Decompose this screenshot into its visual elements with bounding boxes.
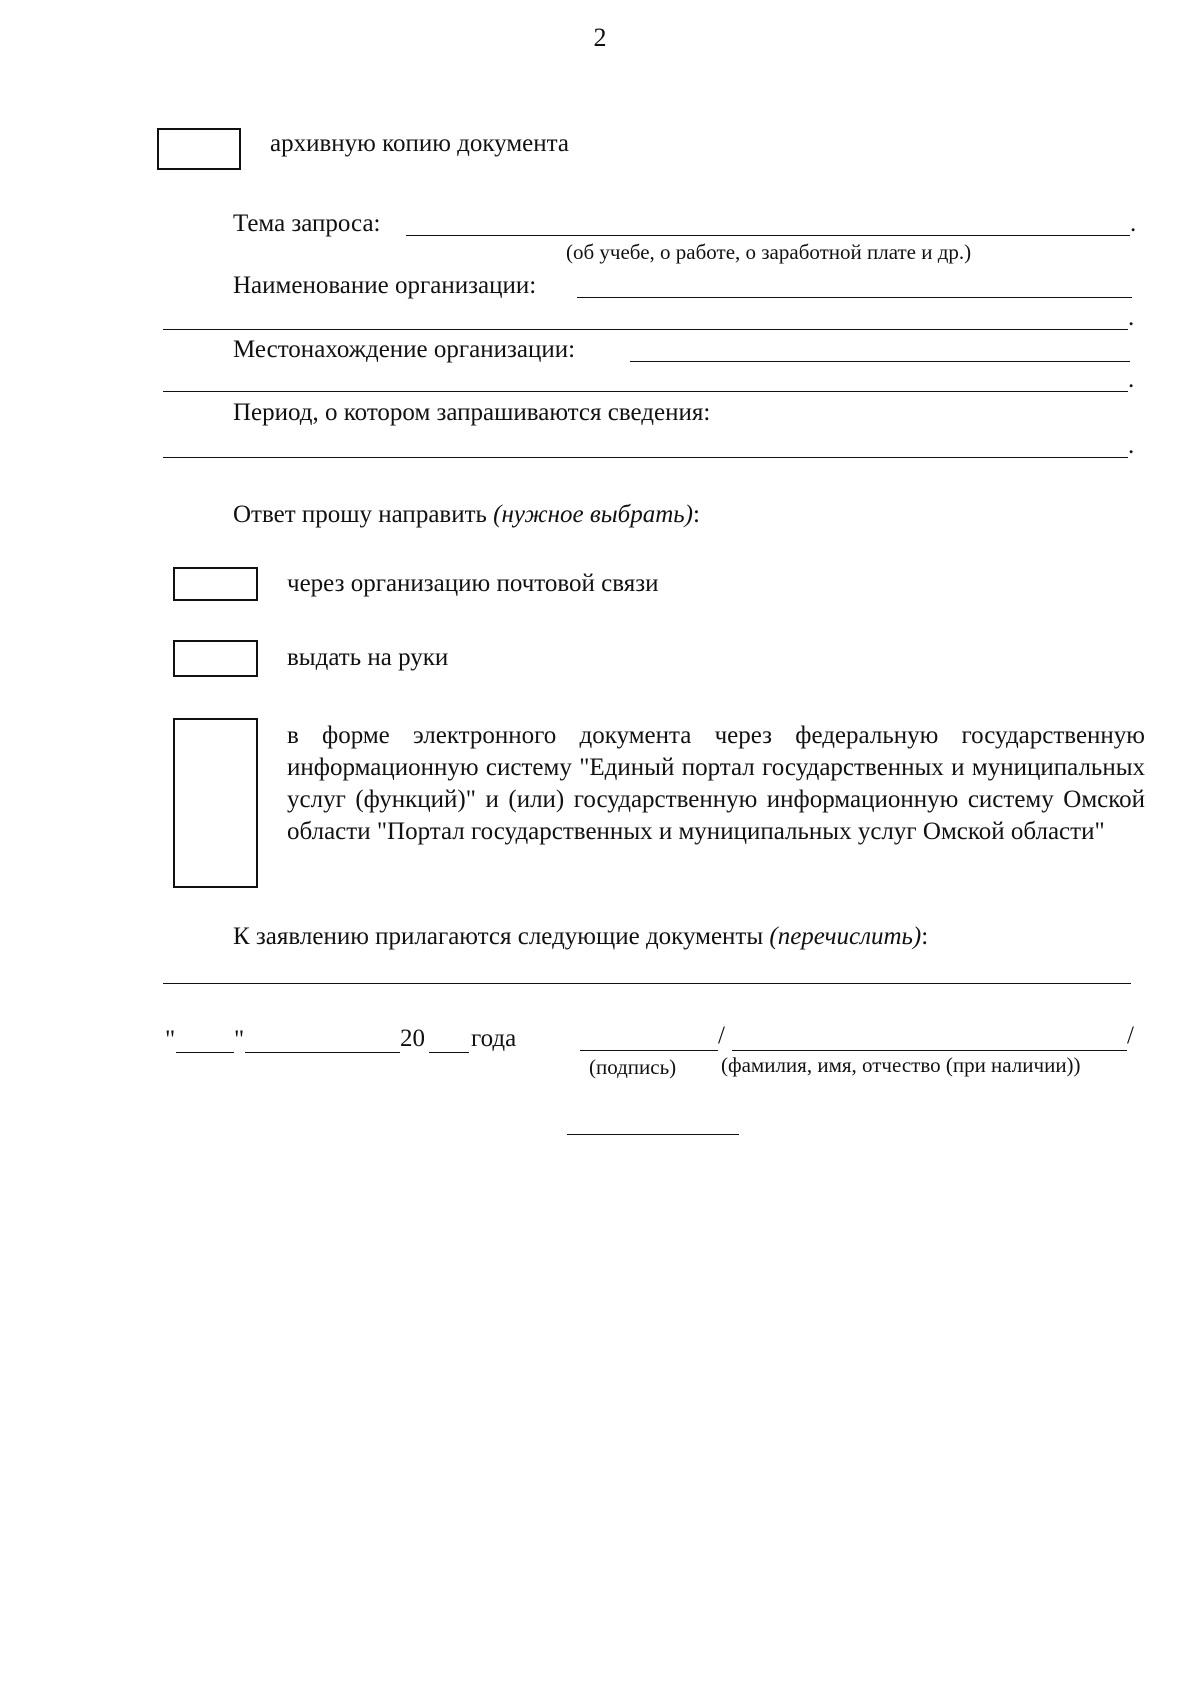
date-quote-close: " — [234, 1026, 245, 1053]
org-location-line-end: . — [1128, 366, 1135, 393]
org-location-label: Местонахождение организации: — [233, 336, 576, 363]
postal-delivery-label: через организацию почтовой связи — [287, 570, 659, 597]
full-name-field[interactable] — [732, 1050, 1127, 1051]
signature-field[interactable] — [580, 1050, 718, 1051]
delivery-prompt-colon: : — [693, 501, 700, 528]
topic-hint: (об учебе, о работе, о заработной плате и др.) — [566, 240, 972, 264]
signature-slash: / — [718, 1022, 725, 1049]
attachments-field[interactable] — [163, 983, 1131, 984]
attachments-label — [233, 922, 928, 952]
closing-divider — [567, 1134, 739, 1135]
page-number: 2 — [593, 23, 607, 52]
date-day-field[interactable] — [176, 1052, 234, 1053]
period-label: Период, о котором запрашиваются сведения: — [233, 399, 711, 426]
electronic-delivery-checkbox[interactable] — [173, 718, 258, 888]
org-name-line-end: . — [1128, 304, 1135, 331]
date-year-field[interactable] — [429, 1052, 469, 1053]
topic-field[interactable] — [406, 235, 1130, 236]
postal-delivery-checkbox[interactable] — [173, 567, 258, 601]
date-year-prefix: 20 — [400, 1025, 425, 1052]
date-quote-open: " — [165, 1026, 176, 1053]
in-person-delivery-label: выдать на руки — [287, 644, 449, 671]
period-field[interactable] — [163, 457, 1128, 458]
delivery-prompt — [233, 500, 700, 530]
org-name-field[interactable] — [577, 297, 1132, 298]
org-location-field[interactable] — [630, 361, 1130, 362]
topic-label: Тема запроса: — [233, 210, 381, 237]
org-name-field-line2[interactable] — [163, 329, 1128, 330]
in-person-delivery-checkbox[interactable] — [173, 640, 258, 677]
archive-copy-checkbox[interactable] — [157, 128, 241, 170]
attachments-text: К заявлению прилагаются следующие документы — [233, 923, 764, 950]
archive-copy-label: архивную копию документа — [270, 130, 569, 157]
date-year-suffix: года — [471, 1025, 517, 1052]
signature-hint: (подпись) — [589, 1055, 677, 1079]
attachments-colon: : — [921, 923, 929, 950]
electronic-delivery-label: в форме электронного документа через федеральную государственную информационную систему "Единый портал государственных и муниципальных услуг (функций)" и (или) государственную информационную систему Омской области "Портал государственных и муниципальных услуг Омской области" — [287, 722, 1145, 845]
topic-line-end: . — [1130, 210, 1137, 237]
delivery-prompt-text: Ответ прошу направить — [233, 501, 487, 528]
full-name-slash: / — [1127, 1022, 1134, 1049]
org-location-field-line2[interactable] — [163, 391, 1128, 392]
org-name-label: Наименование организации: — [233, 272, 537, 299]
date-month-field[interactable] — [245, 1052, 400, 1053]
full-name-hint: (фамилия, имя, отчество (при наличии)) — [721, 1053, 1081, 1077]
period-line-end: . — [1128, 432, 1135, 459]
attachments-hint: (перечислить) — [769, 923, 922, 950]
delivery-prompt-hint: (нужное выбрать) — [493, 501, 693, 528]
